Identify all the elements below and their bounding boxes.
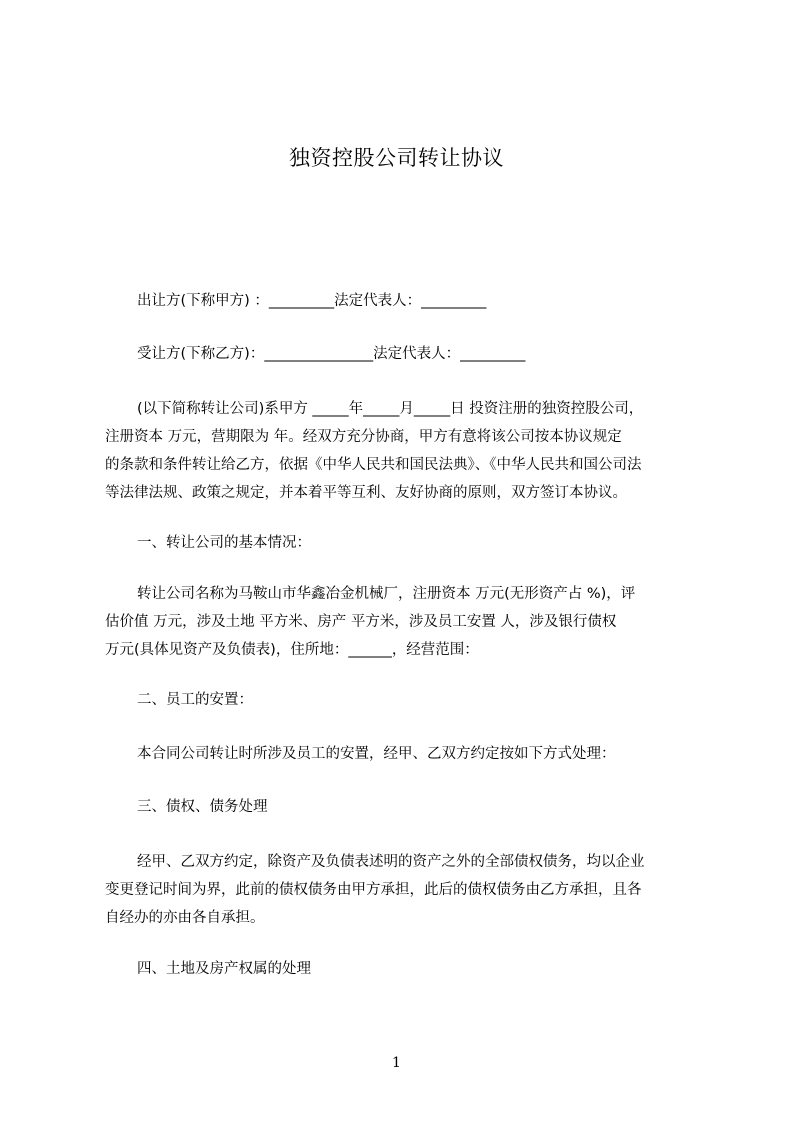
section3-line-3: 自经办的亦由各自承担。 — [105, 910, 265, 926]
section1-heading: 一、转让公司的基本情况： — [137, 535, 311, 551]
intro-line-1: (以下简称转让公司)系甲方 _____年_____月_____日 投资注册的独资控股公司， — [137, 401, 644, 417]
section1-line-2: 估价值 万元，涉及土地 平方米、房产 平方米，涉及员工安置 人，涉及银行债权 — [105, 614, 617, 630]
section2-line: 本合同公司转让时所涉及员工的安置，经甲、乙双方约定按如下方式处理： — [137, 746, 616, 762]
intro-line-2: 注册资本 万元，营期限为 年。经双方充分协商，甲方有意将该公司按本协议规定 — [105, 429, 622, 445]
section3-line-2: 变更登记时间为界，此前的债权债务由甲方承担，此后的债权债务由乙方承担，且各 — [105, 882, 642, 898]
section2-heading: 二、员工的安置： — [137, 692, 253, 708]
intro-line-3: 的条款和条件转让给乙方，依据《中华人民共和国民法典》、《中华人民共和国公司法 — [105, 457, 642, 473]
intro-line-4: 等法律法规、政策之规定，并本着平等互利、友好协商的原则，双方签订本协议。 — [105, 485, 627, 501]
page-number: 1 — [392, 1055, 401, 1071]
document-title: 独资控股公司转让协议 — [289, 146, 504, 170]
section3-line-1: 经甲、乙双方约定，除资产及负债表述明的资产之外的全部债权债务，均以企业 — [137, 854, 645, 870]
section4-heading: 四、土地及房产权属的处理 — [137, 961, 311, 977]
party-a-line: 出让方(下称甲方) ：_________法定代表人：_________ — [137, 293, 487, 309]
section1-line-3: 万元(具体见资产及负债表)，住所地：______，经营范围： — [105, 642, 479, 658]
section1-line-1: 转让公司名称为马鞍山市华鑫冶金机械厂，注册资本 万元(无形资产占 %)，评 — [137, 586, 636, 602]
section3-heading: 三、债权、债务处理 — [137, 799, 268, 815]
party-b-line: 受让方(下称乙方)：_______________法定代表人：_________ — [137, 346, 526, 362]
